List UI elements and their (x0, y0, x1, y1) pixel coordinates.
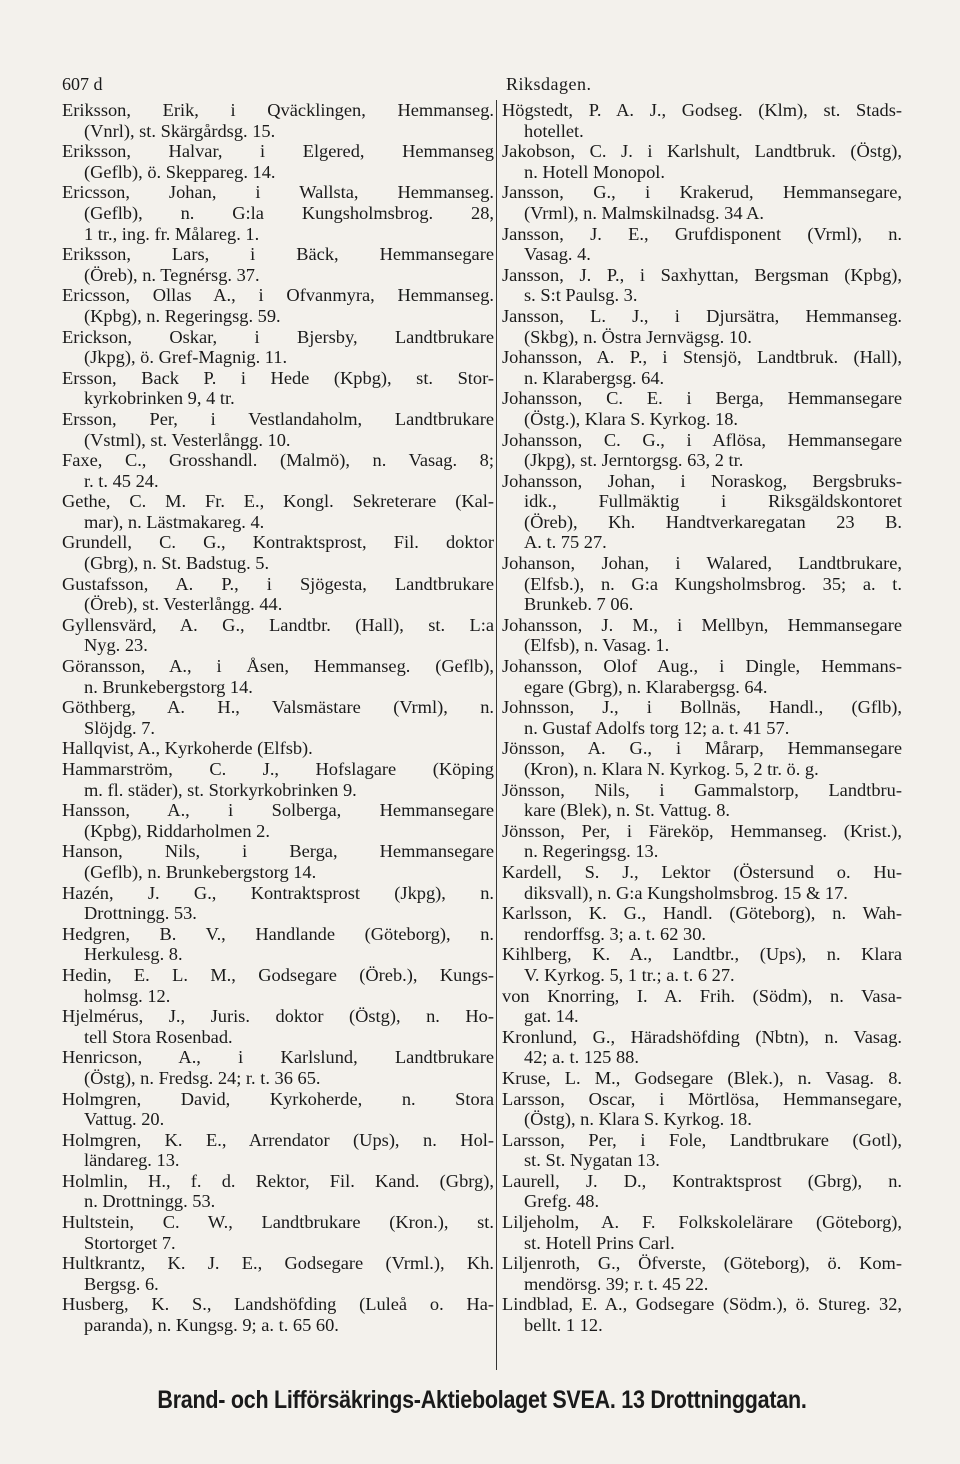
directory-line: n. Gustaf Adolfs torg 12; a. t. 41 57. (524, 717, 790, 738)
directory-line: Kihlberg, K. A., Landtbr., (Ups), n. Klara (502, 944, 902, 965)
directory-line: Gyllensvärd, A. G., Landtbr. (Hall), st. L:a (62, 614, 494, 635)
directory-line: n. Brunkebergstorg 14. (84, 676, 253, 697)
directory-line: Jönsson, Per, i Färeköp, Hemmanseg. (Krist.), (502, 820, 902, 841)
directory-line: Hedgren, B. V., Handlande (Göteborg), n. (62, 923, 494, 944)
directory-line: Eriksson, Halvar, i Elgered, Hemmanseg (62, 141, 494, 162)
directory-line: 1 tr., ing. fr. Målareg. 1. (84, 223, 260, 244)
directory-line: Hanson, Nils, i Berga, Hemmansegare (62, 841, 494, 862)
directory-line: V. Kyrkog. 5, 1 tr.; a. t. 6 27. (524, 964, 735, 985)
directory-line: Kronlund, G., Häradshöfding (Nbtn), n. Vasag. (502, 1026, 902, 1047)
directory-line: Ersson, Per, i Vestlandaholm, Landtbrukare (62, 408, 494, 429)
directory-line: Erickson, Oskar, i Bjersby, Landtbrukare (62, 326, 494, 347)
directory-line: Slöjdg. 7. (84, 717, 156, 738)
directory-line: paranda), n. Kungsg. 9; a. t. 65 60. (84, 1315, 339, 1336)
directory-line: tell Stora Rosenbad. (84, 1026, 233, 1047)
directory-line: Stortorget 7. (84, 1232, 176, 1253)
directory-line: Johansson, A. P., i Stensjö, Landtbruk. (Hall), (502, 347, 902, 368)
directory-line: Högstedt, P. A. J., Godseg. (Klm), st. Stads- (502, 100, 902, 120)
page-header (62, 74, 898, 100)
directory-line: (Geflb), n. G:la Kungsholmsbrog. 28, (84, 202, 494, 223)
directory-line: Johansson, Olof Aug., i Dingle, Hemmans- (502, 656, 902, 677)
directory-line: n. Regeringsg. 13. (524, 841, 659, 862)
directory-line: Liljeholm, A. F. Folkskolelärare (Göteborg), (502, 1212, 902, 1233)
directory-line: Johnsson, J., i Bollnäs, Handl., (Gflb), (502, 697, 902, 718)
directory-line: (Elfsb.), n. G:a Kungsholmsbrog. 35; a. t. (524, 573, 902, 594)
directory-line: (Vrml), n. Malmskilnadsg. 34 A. (524, 202, 765, 223)
directory-line: (Vnrl), st. Skärgårdsg. 15. (84, 120, 276, 141)
directory-line: (Elfsb), n. Vasag. 1. (524, 635, 670, 656)
directory-line: rendorffsg. 3; a. t. 62 30. (524, 923, 707, 944)
directory-line: A. t. 75 27. (524, 532, 607, 553)
directory-line: Eriksson, Lars, i Bäck, Hemmansegare (62, 244, 494, 265)
directory-line: n. Hotell Monopol. (524, 161, 665, 182)
directory-line: r. t. 45 24. (84, 470, 159, 491)
directory-line: Kardell, S. J., Lektor (Östersund o. Hu- (502, 861, 902, 882)
column-divider (496, 100, 497, 1370)
directory-line: n. Klarabergsg. 64. (524, 367, 665, 388)
directory-line: Grefg. 48. (524, 1191, 600, 1212)
directory-line: Ericsson, Johan, i Wallsta, Hemmanseg. (62, 182, 494, 203)
directory-line: (Kron), n. Klara N. Kyrkog. 5, 2 tr. ö. g. (524, 759, 819, 779)
directory-line: (Öreb), st. Vesterlångg. 44. (84, 594, 283, 615)
directory-line: Holmgren, K. E., Arrendator (Ups), n. Hol- (62, 1129, 494, 1150)
directory-line: Johansson, C. G., i Aflösa, Hemmansegare (502, 429, 902, 450)
directory-line: Jönsson, Nils, i Gammalstorp, Landtbru- (502, 779, 902, 800)
directory-line: Johansson, J. M., i Mellbyn, Hemmansegare (502, 614, 902, 635)
directory-line: (Östg.), Klara S. Kyrkog. 18. (524, 408, 739, 429)
left-column (62, 100, 494, 1336)
directory-line: 42; a. t. 125 88. (524, 1047, 639, 1068)
directory-line: Göransson, A., i Åsen, Hemmanseg. (Geflb), (62, 656, 494, 677)
directory-line: Liljenroth, G., Öfverste, (Göteborg), ö. Kom- (502, 1253, 902, 1274)
directory-line: Vattug. 20. (84, 1109, 165, 1130)
directory-line: Herkulesg. 8. (84, 944, 183, 965)
directory-line: Jansson, G., i Krakerud, Hemmansegare, (502, 182, 902, 203)
directory-line: Johansson, Johan, i Noraskog, Bergsbruks- (502, 470, 902, 491)
directory-line: Larsson, Oscar, i Mörtlösa, Hemmansegare, (502, 1088, 902, 1109)
directory-line: m. fl. städer), st. Storkyrkobrinken 9. (84, 779, 357, 800)
directory-line: diksvall), n. G:a Kungsholmsbrog. 15 & 17. (524, 882, 848, 903)
directory-line: (Jkpg), st. Jerntorgsg. 63, 2 tr. (524, 450, 744, 471)
directory-line: Ersson, Back P. i Hede (Kpbg), st. Stor- (62, 367, 494, 388)
directory-line: st. Hotell Prins Carl. (524, 1232, 675, 1253)
directory-line: von Knorring, I. A. Frih. (Södm), n. Vasa- (502, 985, 902, 1006)
directory-line: Jansson, J. P., i Saxhyttan, Bergsman (Kpbg), (502, 264, 902, 285)
directory-line: Jansson, L. J., i Djursätra, Hemmanseg. (502, 305, 902, 326)
directory-line: Hultkrantz, K. J. E., Godsegare (Vrml.), Kh. (62, 1253, 494, 1274)
directory-line: mar), n. Lästmakareg. 4. (84, 511, 265, 532)
directory-line: Johansson, C. E. i Berga, Hemmansegare (502, 388, 902, 409)
directory-line: kyrkobrinken 9, 4 tr. (84, 388, 235, 409)
directory-line: Hultstein, C. W., Landtbrukare (Kron.), st. (62, 1212, 494, 1233)
directory-line: Hammarström, C. J., Hofslagare (Köping (62, 759, 494, 779)
page-title: Riksdagen. (506, 74, 592, 94)
directory-line: (Vstml), st. Vesterlångg. 10. (84, 429, 291, 450)
directory-line: (Östg), n. Fredsg. 24; r. t. 36 65. (84, 1067, 321, 1088)
directory-line: idk., Fullmäktig i Riksgäldskontoret (524, 491, 902, 512)
directory-line: Drottningg. 53. (84, 903, 197, 924)
directory-line: Jönsson, A. G., i Mårarp, Hemmansegare (502, 738, 902, 759)
directory-line: Jansson, J. E., Grufdisponent (Vrml), n. (502, 223, 902, 244)
directory-line: (Kpbg), n. Regeringsg. 59. (84, 305, 281, 326)
directory-line: bellt. 1 12. (524, 1315, 603, 1336)
directory-line: Johanson, Johan, i Walared, Landtbrukare, (502, 553, 902, 574)
directory-line: st. St. Nygatan 13. (524, 1150, 660, 1171)
directory-line: kare (Blek), n. St. Vattug. 8. (524, 800, 731, 821)
directory-line: Eriksson, Erik, i Qväcklingen, Hemmanseg. (62, 100, 494, 120)
directory-line: Karlsson, K. G., Handl. (Göteborg), n. Wah- (502, 903, 902, 924)
right-column (502, 100, 902, 1336)
directory-line: Nyg. 23. (84, 635, 148, 656)
directory-line: Hansson, A., i Solberga, Hemmansegare (62, 800, 494, 821)
directory-line: (Skbg), n. Östra Jernvägsg. 10. (524, 326, 752, 347)
directory-line: Hedin, E. L. M., Godsegare (Öreb.), Kungs- (62, 964, 494, 985)
directory-line: Gethe, C. M. Fr. E., Kongl. Sekreterare (Kal- (62, 491, 494, 512)
directory-line: Kruse, L. M., Godsegare (Blek.), n. Vasag. 8. (502, 1067, 902, 1088)
directory-line: (Jkpg), ö. Gref-Magnig. 11. (84, 347, 288, 368)
page-number: 607 d (62, 74, 103, 94)
directory-line: egare (Gbrg), n. Klarabergsg. 64. (524, 676, 768, 697)
directory-line: Hazén, J. G., Kontraktsprost (Jkpg), n. (62, 882, 494, 903)
directory-line: Brunkeb. 7 06. (524, 594, 634, 615)
directory-line: Hallqvist, A., Kyrkoherde (Elfsb). (62, 738, 313, 759)
directory-line: Faxe, C., Grosshandl. (Malmö), n. Vasag. 8; (62, 450, 494, 471)
directory-line: n. Drottningg. 53. (84, 1191, 216, 1212)
directory-line: Henricson, A., i Karlslund, Landtbrukare (62, 1047, 494, 1068)
footer-advertisement: Brand- och Lifförsäkrings-Aktiebolaget SVEA. 13 Drottninggatan. (157, 1386, 807, 1414)
directory-line: Jakobson, C. J. i Karlshult, Landtbruk. (Östg), (502, 141, 902, 162)
directory-line: holmsg. 12. (84, 985, 171, 1006)
directory-line: (Geflb), ö. Skeppareg. 14. (84, 161, 276, 182)
directory-line: Hjelmérus, J., Juris. doktor (Östg), n. Ho- (62, 1006, 494, 1027)
directory-line: ländareg. 13. (84, 1150, 180, 1171)
directory-line: gat. 14. (524, 1006, 579, 1027)
directory-line: Laurell, J. D., Kontraktsprost (Gbrg), n. (502, 1170, 902, 1191)
directory-line: Gustafsson, A. P., i Sjögesta, Landtbrukare (62, 573, 494, 594)
directory-line: hotellet. (524, 120, 584, 141)
directory-line: (Öreb), n. Tegnérsg. 37. (84, 264, 260, 285)
directory-line: Göthberg, A. H., Valsmästare (Vrml), n. (62, 697, 494, 718)
directory-line: (Östg), n. Klara S. Kyrkog. 18. (524, 1109, 752, 1130)
directory-line: (Gbrg), n. St. Badstug. 5. (84, 553, 270, 574)
directory-line: (Kpbg), Riddarholmen 2. (84, 820, 270, 841)
directory-line: Lindblad, E. A., Godsegare (Södm.), ö. Stureg. 32, (502, 1294, 902, 1315)
directory-line: mendörsg. 39; r. t. 45 22. (524, 1273, 709, 1294)
directory-line: Holmlin, H., f. d. Rektor, Fil. Kand. (Gbrg), (62, 1170, 494, 1191)
directory-line: Grundell, C. G., Kontraktsprost, Fil. doktor (62, 532, 494, 553)
directory-line: (Öreb), Kh. Handtverkaregatan 23 B. (524, 511, 902, 532)
directory-line: Vasag. 4. (524, 244, 591, 265)
directory-line: s. S:t Paulsg. 3. (524, 285, 638, 306)
directory-line: Larsson, Per, i Fole, Landtbrukare (Gotl), (502, 1129, 902, 1150)
directory-line: (Geflb), n. Brunkebergstorg 14. (84, 861, 317, 882)
directory-line: Bergsg. 6. (84, 1273, 159, 1294)
directory-line: Ericsson, Ollas A., i Ofvanmyra, Hemmanseg. (62, 285, 494, 306)
directory-line: Holmgren, David, Kyrkoherde, n. Stora (62, 1088, 494, 1109)
directory-line: Husberg, K. S., Landshöfding (Luleå o. Ha- (62, 1294, 494, 1315)
